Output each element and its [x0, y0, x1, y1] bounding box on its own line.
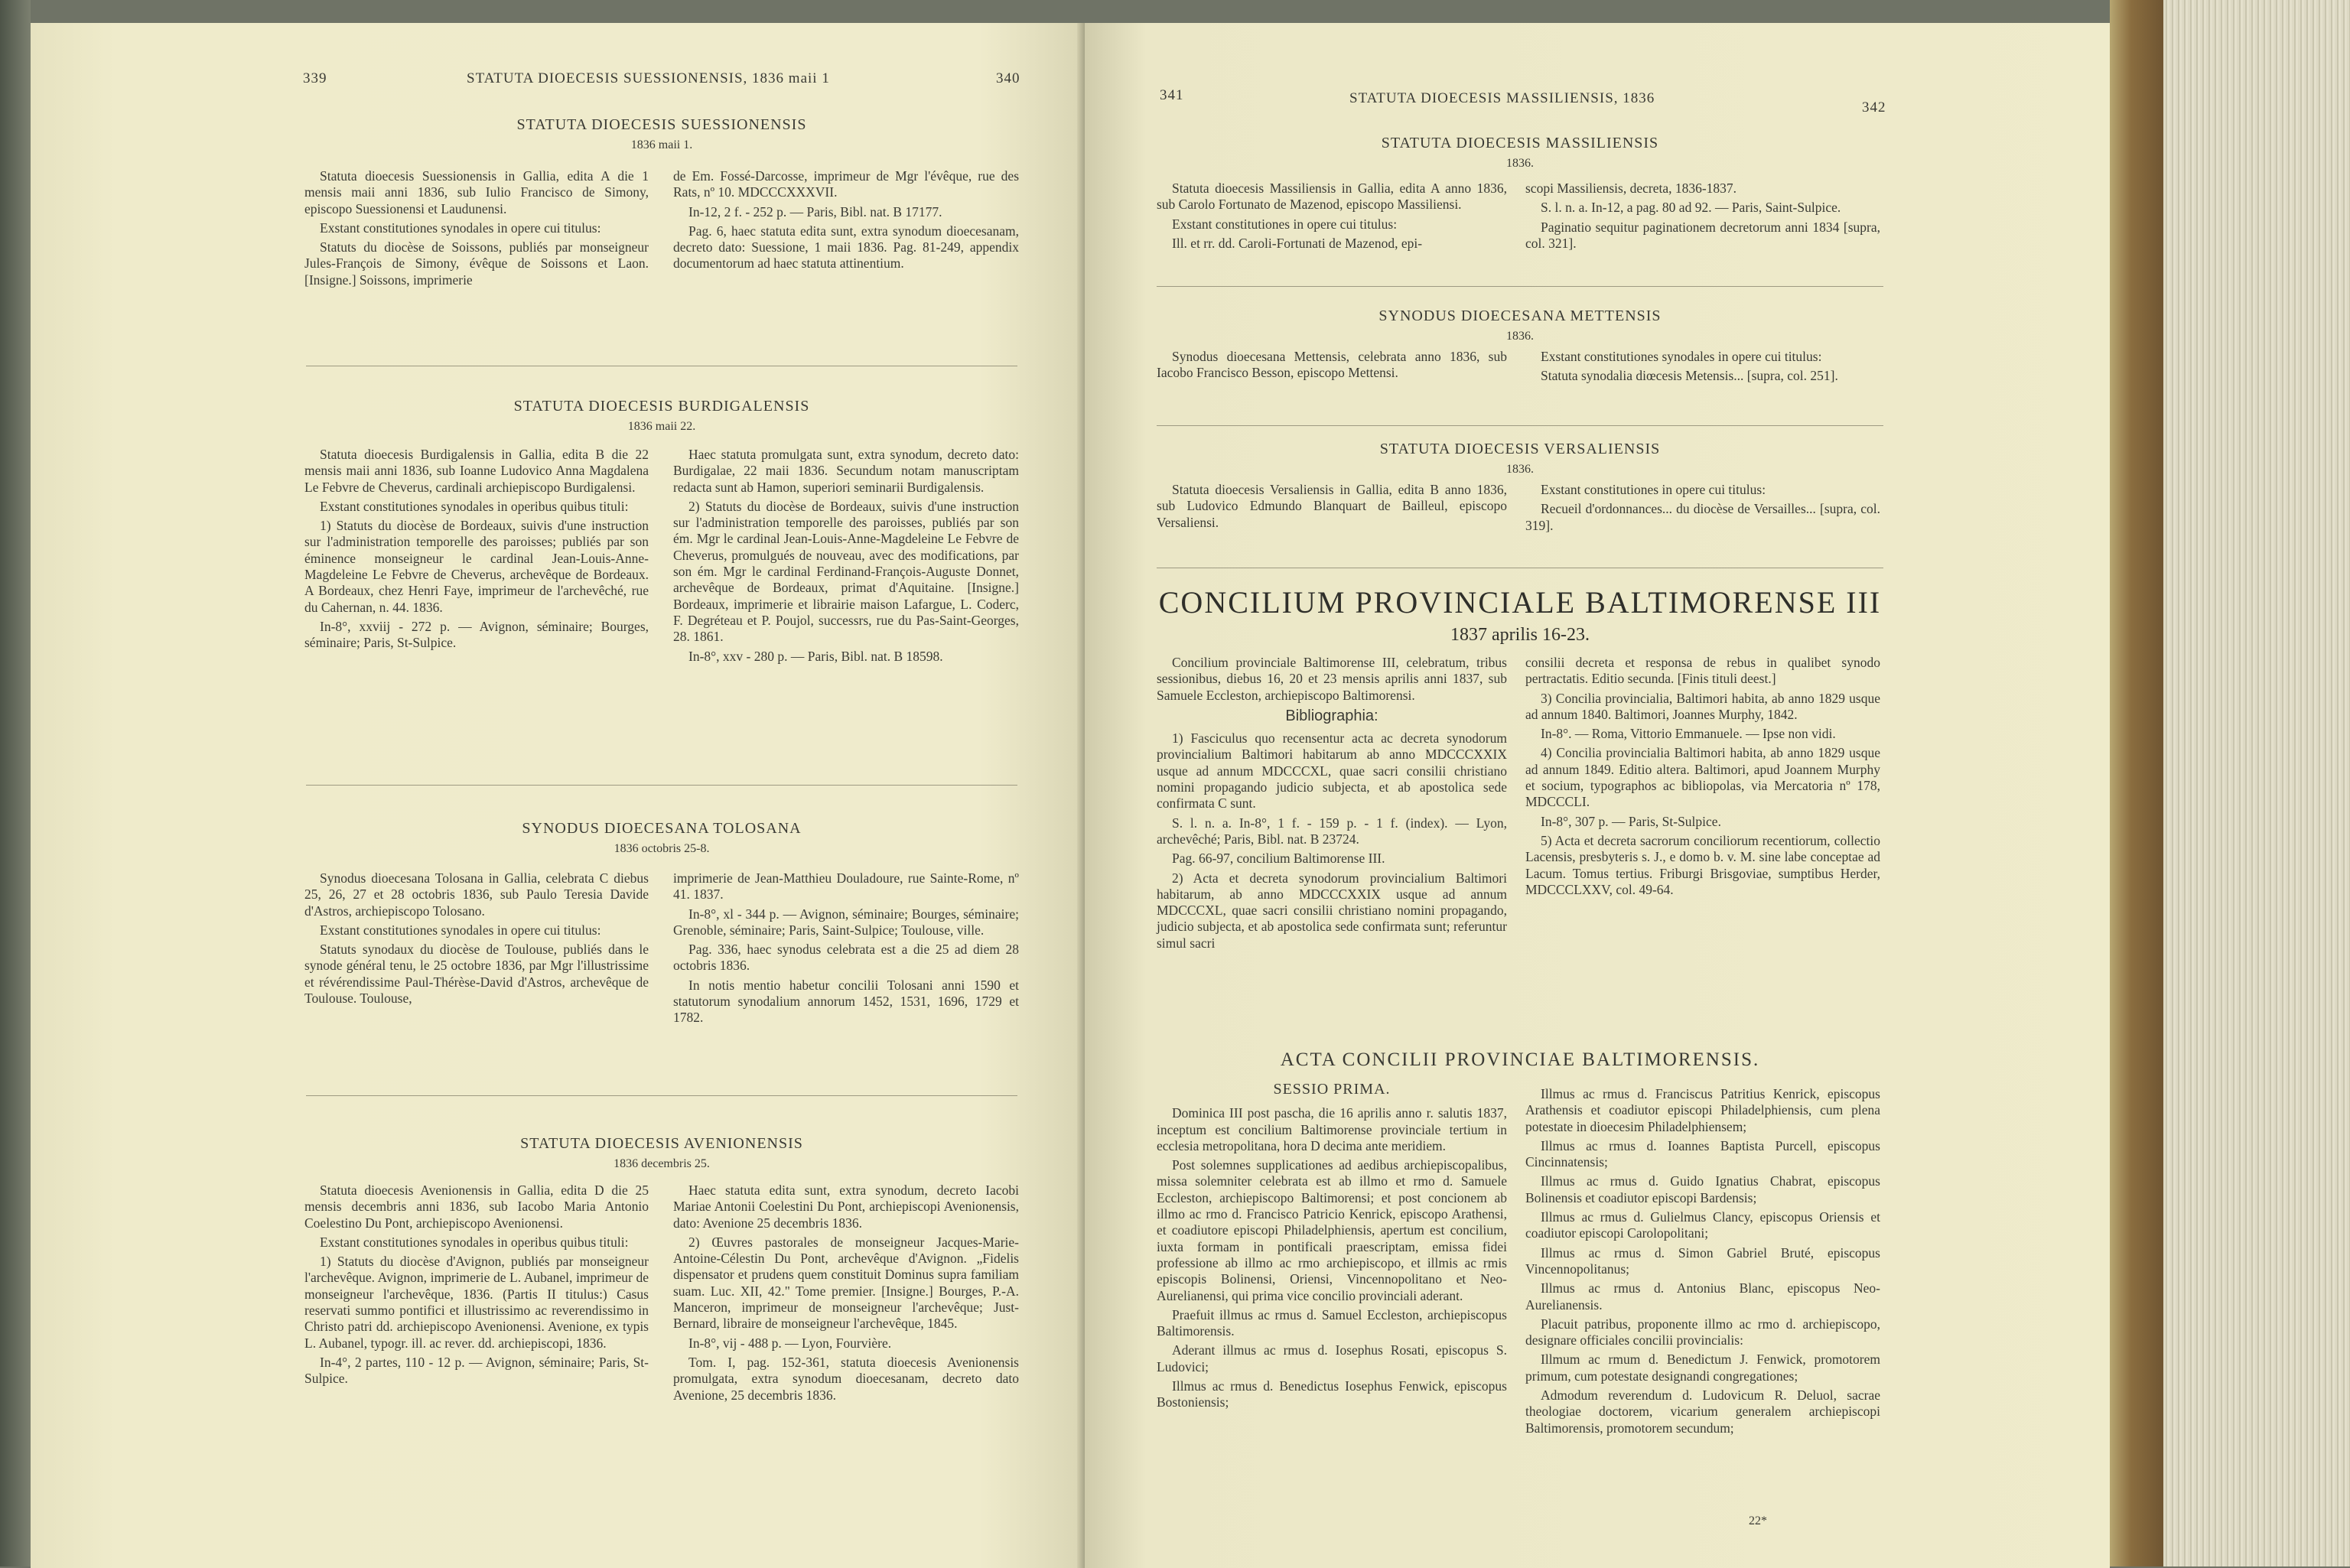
paragraph: S. l. n. a. In-12, a pag. 80 ad 92. — Paris, Saint-Sulpice.	[1541, 200, 1841, 216]
concilium-date: 1837 aprilis 16-23.	[1450, 625, 1590, 645]
text-column	[1525, 655, 1880, 901]
page-number-left: 339	[303, 70, 327, 86]
divider	[1157, 425, 1883, 426]
paragraph: Haec statuta edita sunt, extra synodum, decreto Iacobi Mariae Antonii Coelestini Du Pont, archiepiscopi Avenionensis, dato: Avenione 25 decembris 1836.	[673, 1183, 1019, 1231]
paragraph: Exstant constitutiones synodales in opere cui titulus:	[1541, 349, 1822, 364]
page-number-col-340: 340	[996, 70, 1020, 86]
paragraph: 2) Acta et decreta synodorum provincialium Baltimori habitarum, ab anno MDCCCXXIX usque ad annum MDCCCXL, quae sacri consilii christiano nomini propagando, judicio subjecta, et ab apostolica sede confirmata sunt; referuntur simul sacri	[1157, 870, 1507, 951]
section-heading: SYNODUS DIOECESANA METTENSIS	[1378, 307, 1662, 324]
paragraph: Post solemnes supplicationes ad aedibus archiepiscopalibus, missa solemniter celebrata est ab illmo et rmo d. Samuele Eccleston, archiepiscopo Baltimorensi; et post concionem ab illmo ac rmo d. Francisco Patricio Kenrick, episcopo Arathensi, et coadiutore episcopi Philadelphiensis, apertum est concilium, iuxta formam in pontificali praescriptam, emissa fidei professione ab illmo ac rmo archiepiscopo, et illmis ac rmis episcopis Bolinensi, Oriensi, Vincennopolitano et Neo-Aurelianensi, qui prima vice concilio provinciali aderant.	[1157, 1157, 1507, 1303]
paragraph: Illmus ac rmus d. Ioannes Baptista Purcell, episcopus Cincinnatensis;	[1525, 1137, 1880, 1170]
section-title-suessionensis	[306, 116, 1017, 152]
paragraph: Praefuit illmus ac rmus d. Samuel Eccleston, archiepiscopus Baltimorensis.	[1157, 1306, 1507, 1339]
signature-mark: 22*	[1749, 1514, 1767, 1527]
paragraph: Synodus dioecesana Mettensis, celebrata anno 1836, sub Iacobo Francisco Besson, episcopo Mettensi.	[1157, 349, 1507, 381]
paragraph: Aderant illmus ac rmus d. Iosephus Rosati, episcopus S. Ludovici;	[1157, 1342, 1507, 1374]
section-date: 1836.	[1506, 157, 1534, 170]
paragraph: Exstant constitutiones in opere cui titulus:	[1541, 482, 1766, 497]
text-column	[1525, 482, 1880, 537]
paragraph: Synodus dioecesana Tolosana in Gallia, celebrata C diebus 25, 26, 27 et 28 octobris 1836, sub Paulo Teresia Davide d'Astros, archiepiscopo Tolosano.	[304, 870, 649, 919]
paragraph: 5) Acta et decreta sacrorum conciliorum recentiorum, collectio Lacensis, presbyteris s. J., e domo b. v. M. sine labe conceptae ad Lacum. Tomus tertius. Friburgi Brisgoviae, sumptibus Herder, MDCCCLXXV, col. 49-64.	[1525, 832, 1880, 897]
divider	[306, 1095, 1017, 1096]
text-column	[1157, 181, 1507, 255]
paragraph: Illmus ac rmus d. Antonius Blanc, episcopus Neo-Aurelianensis.	[1525, 1280, 1880, 1313]
paragraph: In-8°, xxv - 280 p. — Paris, Bibl. nat. B 18598.	[688, 648, 943, 664]
book-cover-edge	[2110, 0, 2163, 1566]
paragraph: Exstant constitutiones in opere cui titulus:	[1172, 216, 1398, 232]
paragraph: de Em. Fossé-Darcosse, imprimeur de Mgr l'évêque, rue des Rats, nº 10. MDCCCXXXVII.	[673, 168, 1019, 200]
book-page-edges	[2163, 0, 2350, 1566]
paragraph: In-8°, xl - 344 p. — Avignon, séminaire; Bourges, séminaire; Grenoble, séminaire; Paris, Saint-Sulpice; Toulouse, ville.	[673, 906, 1019, 938]
paragraph: Exstant constitutiones synodales in opere cui titulus:	[320, 220, 601, 236]
section-date: 1836 maii 22.	[627, 420, 696, 433]
text-column	[304, 447, 649, 655]
section-heading: STATUTA DIOECESIS MASSILIENSIS	[1381, 135, 1659, 151]
paragraph: In-8°, vij - 488 p. — Lyon, Fourvière.	[688, 1335, 892, 1351]
paragraph: Illmus ac rmus d. Guido Ignatius Chabrat, episcopus Bolinensis et coadiutor episcopi Bardensis;	[1525, 1173, 1880, 1205]
paragraph: 2) Statuts du diocèse de Bordeaux, suivis d'une instruction sur l'administration temporelle des paroisses, publiés par son ém. Mgr le cardinal Jean-Louis-Anne-Magdeleine Le Febvre de Cheverus, promulgués de nouveau, avec des modifications, par son ém. Mgr le cardinal Ferdinand-François-Auguste Donnet, archevêque de Bordeaux, primat d'Aquitaine. [Insigne.] Bordeaux, imprimerie et librairie maison Lafargue, L. Coderc, F. Degréteau et P. Poujol, successrs, rue du Pas-Saint-Georges, 28. 1861.	[673, 498, 1019, 645]
section-title-mettensis	[1157, 307, 1883, 343]
paragraph: Exstant constitutiones synodales in opere cui titulus:	[320, 922, 601, 938]
text-column	[304, 1183, 649, 1391]
section-heading: SYNODUS DIOECESANA TOLOSANA	[522, 820, 802, 837]
paragraph: In-12, 2 f. - 252 p. — Paris, Bibl. nat. B 17177.	[688, 203, 942, 220]
paragraph: Placuit patribus, proponente illmo ac rmo d. archiepiscopo, designare officiales concilii provincialis:	[1525, 1316, 1880, 1348]
section-date: 1836 decembris 25.	[614, 1157, 710, 1170]
paragraph: Dominica III post pascha, die 16 aprilis anno r. salutis 1837, inceptum est concilium Baltimorense provinciale tertium in ecclesia metropolitana, hora D decima ante meridiem.	[1157, 1105, 1507, 1153]
paragraph: scopi Massiliensis, decreta, 1836-1837.	[1525, 181, 1737, 196]
paragraph: In notis mentio habetur concilii Tolosani anni 1590 et statutorum synodalium annorum 1452, 1531, 1696, 1729 et 1782.	[673, 977, 1019, 1026]
text-column	[673, 1183, 1019, 1407]
paragraph: Illmus ac rmus d. Simon Gabriel Bruté, episcopus Vincennopolitanus;	[1525, 1244, 1880, 1277]
section-title-versaliensis	[1157, 441, 1883, 477]
paragraph: consilii decreta et responsa de rebus in qualibet synodo pertractatis. Editio secunda. [Finis tituli deest.]	[1525, 655, 1880, 687]
paragraph: Illmum ac rmum d. Benedictum J. Fenwick, promotorem primum, cum potestate designandi congregationes;	[1525, 1352, 1880, 1384]
running-head-left: STATUTA DIOECESIS SUESSIONENSIS, 1836 maii 1	[467, 70, 830, 86]
page-number-col-341: 341	[1160, 87, 1184, 103]
section-heading: STATUTA DIOECESIS AVENIONENSIS	[520, 1135, 803, 1152]
sessio-heading: SESSIO PRIMA.	[1273, 1081, 1391, 1098]
text-column	[673, 870, 1019, 1030]
divider	[306, 785, 1017, 786]
text-column	[1525, 181, 1880, 255]
section-title-burdigalensis	[306, 398, 1017, 434]
divider	[1157, 286, 1883, 287]
section-title-massiliensis	[1157, 135, 1883, 171]
section-heading: STATUTA DIOECESIS VERSALIENSIS	[1379, 441, 1661, 457]
paragraph: Statuta dioecesis Burdigalensis in Gallia, edita B die 22 mensis maii anni 1836, sub Ioanne Ludovico Anna Magdalena Le Febvre de Cheverus, cardinali archiepiscopo Burdigalensi.	[304, 447, 649, 495]
paragraph: S. l. n. a. In-8°, 1 f. - 159 p. - 1 f. (index). — Lyon, archevêché; Paris, Bibl. nat. B 23724.	[1157, 815, 1507, 847]
text-column	[304, 870, 649, 1010]
paragraph: In-8°. — Roma, Vittorio Emmanuele. — Ipse non vidi.	[1541, 726, 1836, 742]
paragraph: imprimerie de Jean-Matthieu Douladoure, rue Sainte-Rome, nº 41. 1837.	[673, 870, 1019, 903]
section-date: 1836 maii 1.	[630, 138, 693, 151]
paragraph: Statuts synodaux du diocèse de Toulouse, publiés dans le synode général tenu, le 25 octobre 1836, par Mgr l'illustrissime et révérendissime Paul-Thérèse-David d'Astros, archevêque de Toulouse. Toulouse,	[304, 942, 649, 1007]
paragraph: 3) Concilia provincialia, Baltimori habita, ab anno 1829 usque ad annum 1840. Baltimori, Joannes Murphy, 1842.	[1525, 690, 1880, 722]
paragraph: Illmus ac rmus d. Benedictus Iosephus Fenwick, episcopus Bostoniensis;	[1157, 1378, 1507, 1410]
paragraph: Statuta dioecesis Massiliensis in Gallia, edita A anno 1836, sub Carolo Fortunato de Mazenod, episcopo Massiliensi.	[1157, 181, 1507, 213]
paragraph: Statuta synodalia diœcesis Metensis... [supra, col. 251].	[1541, 368, 1838, 384]
paragraph: Pag. 336, haec synodus celebrata est a die 25 ad diem 28 octobris 1836.	[673, 942, 1019, 974]
section-title-tolosana	[306, 820, 1017, 856]
section-heading: STATUTA DIOECESIS BURDIGALENSIS	[513, 398, 810, 415]
book-edge-left	[0, 0, 31, 1566]
paragraph: Recueil d'ordonnances... du diocèse de Versailles... [supra, col. 319].	[1525, 501, 1880, 533]
text-column	[1157, 482, 1507, 534]
paragraph: Ill. et rr. dd. Caroli-Fortunati de Mazenod, epi-	[1172, 235, 1423, 251]
paragraph: Illmus ac rmus d. Franciscus Patritius Kenrick, episcopus Arathensis et coadiutor episcopi Philadelphiensis, cum plena potestate in dioecesim Philadelphiensem;	[1525, 1086, 1880, 1134]
paragraph: Illmus ac rmus d. Gulielmus Clancy, episcopus Oriensis et coadiutor episcopi Carolopolitani;	[1525, 1209, 1880, 1241]
paragraph: Statuta dioecesis Avenionensis in Gallia, edita D die 25 mensis decembris anni 1836, sub Iacobo Maria Antonio Coelestino Du Pont, archiepiscopo Avenionensi.	[304, 1183, 649, 1231]
section-date: 1836.	[1506, 463, 1534, 476]
text-column	[1525, 349, 1880, 388]
paragraph: Statuta dioecesis Versaliensis in Gallia, edita B anno 1836, sub Ludovico Edmundo Blanquart de Bailleul, episcopo Versaliensi.	[1157, 482, 1507, 530]
text-column	[1157, 349, 1507, 385]
text-column	[673, 168, 1019, 275]
section-heading: STATUTA DIOECESIS SUESSIONENSIS	[516, 116, 807, 133]
bibliographia-heading: Bibliographia:	[1285, 707, 1378, 724]
paragraph: 1) Fasciculus quo recensentur acta ac decreta synodorum provincialium Baltimori habitarum ab anno MDCCCXXIX usque ad annum MDCCCXL, quae sacri consilii christiano nomini propagando judicio subjecta, et ab apostolica sede confirmata C sunt.	[1157, 730, 1507, 812]
paragraph: 4) Concilia provincialia Baltimori habita, ab anno 1829 usque ad annum 1849. Editio altera. Baltimori, apud Joannem Murphy et socium, typographos ac bibliopolas, via Mercatoria nº 178, MDCCCLI.	[1525, 745, 1880, 810]
paragraph: In-8°, 307 p. — Paris, St-Sulpice.	[1541, 813, 1721, 829]
paragraph: Tom. I, pag. 152-361, statuta dioecesis Avenionensis promulgata, extra synodum dioecesanam, decreto dato Avenione, 25 decembris 1836.	[673, 1354, 1019, 1403]
paragraph: Admodum reverendum d. Ludovicum R. Deluol, sacrae theologiae doctorem, vicarium generalem archiepiscopi Baltimorensis, promotorem secundum;	[1525, 1387, 1880, 1436]
paragraph: Exstant constitutiones synodales in operibus quibus tituli:	[320, 498, 629, 514]
section-date: 1836.	[1506, 330, 1534, 343]
section-title-avenionensis	[306, 1135, 1017, 1171]
section-date: 1836 octobris 25-8.	[614, 842, 710, 855]
paragraph: Paginatio sequitur paginationem decretorum anni 1834 [supra, col. 321].	[1525, 219, 1880, 251]
text-column	[673, 447, 1019, 668]
concilium-heading: CONCILIUM PROVINCIALE BALTIMORENSE III	[1158, 585, 1882, 620]
text-column	[1157, 655, 1507, 955]
paragraph: 1) Statuts du diocèse d'Avignon, publiés par monseigneur l'archevêque. Avignon, imprimerie de L. Aubanel, imprimeur de monseigneur l'archevêque, 1836. (Partis II titulus:) Casus reservati summo pontifici et illustrissimo ac reverendissimo in Christo patri dd. archiepiscopo Avenionensi. Avenione, ex typis L. Aubanel, typogr. ill. ac rever. dd. archiepiscopi, 1836.	[304, 1254, 649, 1351]
page-number-col-342: 342	[1862, 99, 1886, 115]
acta-title: ACTA CONCILII PROVINCIAE BALTIMORENSIS.	[1280, 1049, 1760, 1070]
text-column	[1157, 1077, 1507, 1414]
paragraph: 2) Œuvres pastorales de monseigneur Jacques-Marie-Antoine-Célestin Du Pont, archevêque d'Avignon. „Fidelis dispensator et prudens quem constituit Dominus supra familiam suam. Luc. XII, 42." Tome premier. [Insigne.] Bourges, P.-A. Manceron, imprimeur de monseigneur l'archevêque; Just-Bernard, libraire de monseigneur l'archevêque, 1845.	[673, 1234, 1019, 1332]
paragraph: In-8°, xxviij - 272 p. — Avignon, séminaire; Bourges, séminaire; Paris, St-Sulpice.	[304, 618, 649, 651]
text-column	[304, 168, 649, 291]
paragraph: 1) Statuts du diocèse de Bordeaux, suivis d'une instruction sur l'administration temporelle des paroisses; publiés par son éminence monseigneur le cardinal Jean-Louis-Anne-Magdeleine Le Febvre de Cheverus, archevêque de Bordeaux. A Bordeaux, chez Henri Faye, imprimeur de l'archevêché, rue du Cahernan, n. 44. 1836.	[304, 518, 649, 615]
paragraph: Exstant constitutiones synodales in operibus quibus tituli:	[320, 1234, 629, 1250]
paragraph: Pag. 66-97, concilium Baltimorense III.	[1172, 851, 1385, 867]
text-column	[1525, 1086, 1880, 1440]
paragraph: Statuts du diocèse de Soissons, publiés par monseigneur Jules-François de Simony, évêque de Soissons et Laon. [Insigne.] Soissons, imprimerie	[304, 239, 649, 288]
paragraph: Statuta dioecesis Suessionensis in Gallia, edita A die 1 mensis maii anni 1836, sub Iulio Francisco de Simony, episcopo Suessionensi et Laudunensi.	[304, 168, 649, 216]
paragraph: In-4°, 2 partes, 110 - 12 p. — Avignon, séminaire; Paris, St-Sulpice.	[304, 1354, 649, 1387]
concilium-title	[1157, 584, 1883, 646]
paragraph: Pag. 6, haec statuta edita sunt, extra synodum dioecesanam, decreto dato: Suessione, 1 maii 1836. Pag. 81-249, appendix documentorum ad haec statuta attinentium.	[673, 223, 1019, 272]
paragraph: Concilium provinciale Baltimorense III, celebratum, tribus sessionibus, diebus 16, 20 et 23 mensis aprilis anni 1837, sub Samuele Eccleston, archiepiscopo Baltimorensi.	[1157, 655, 1507, 703]
paragraph: Haec statuta promulgata sunt, extra synodum, decreto dato: Burdigalae, 22 maii 1836. Secundum notam manuscriptam redacta sunt ab Hamon, superiori seminarii Burdigalensis.	[673, 447, 1019, 495]
running-head-right: STATUTA DIOECESIS MASSILIENSIS, 1836	[1349, 90, 1655, 106]
